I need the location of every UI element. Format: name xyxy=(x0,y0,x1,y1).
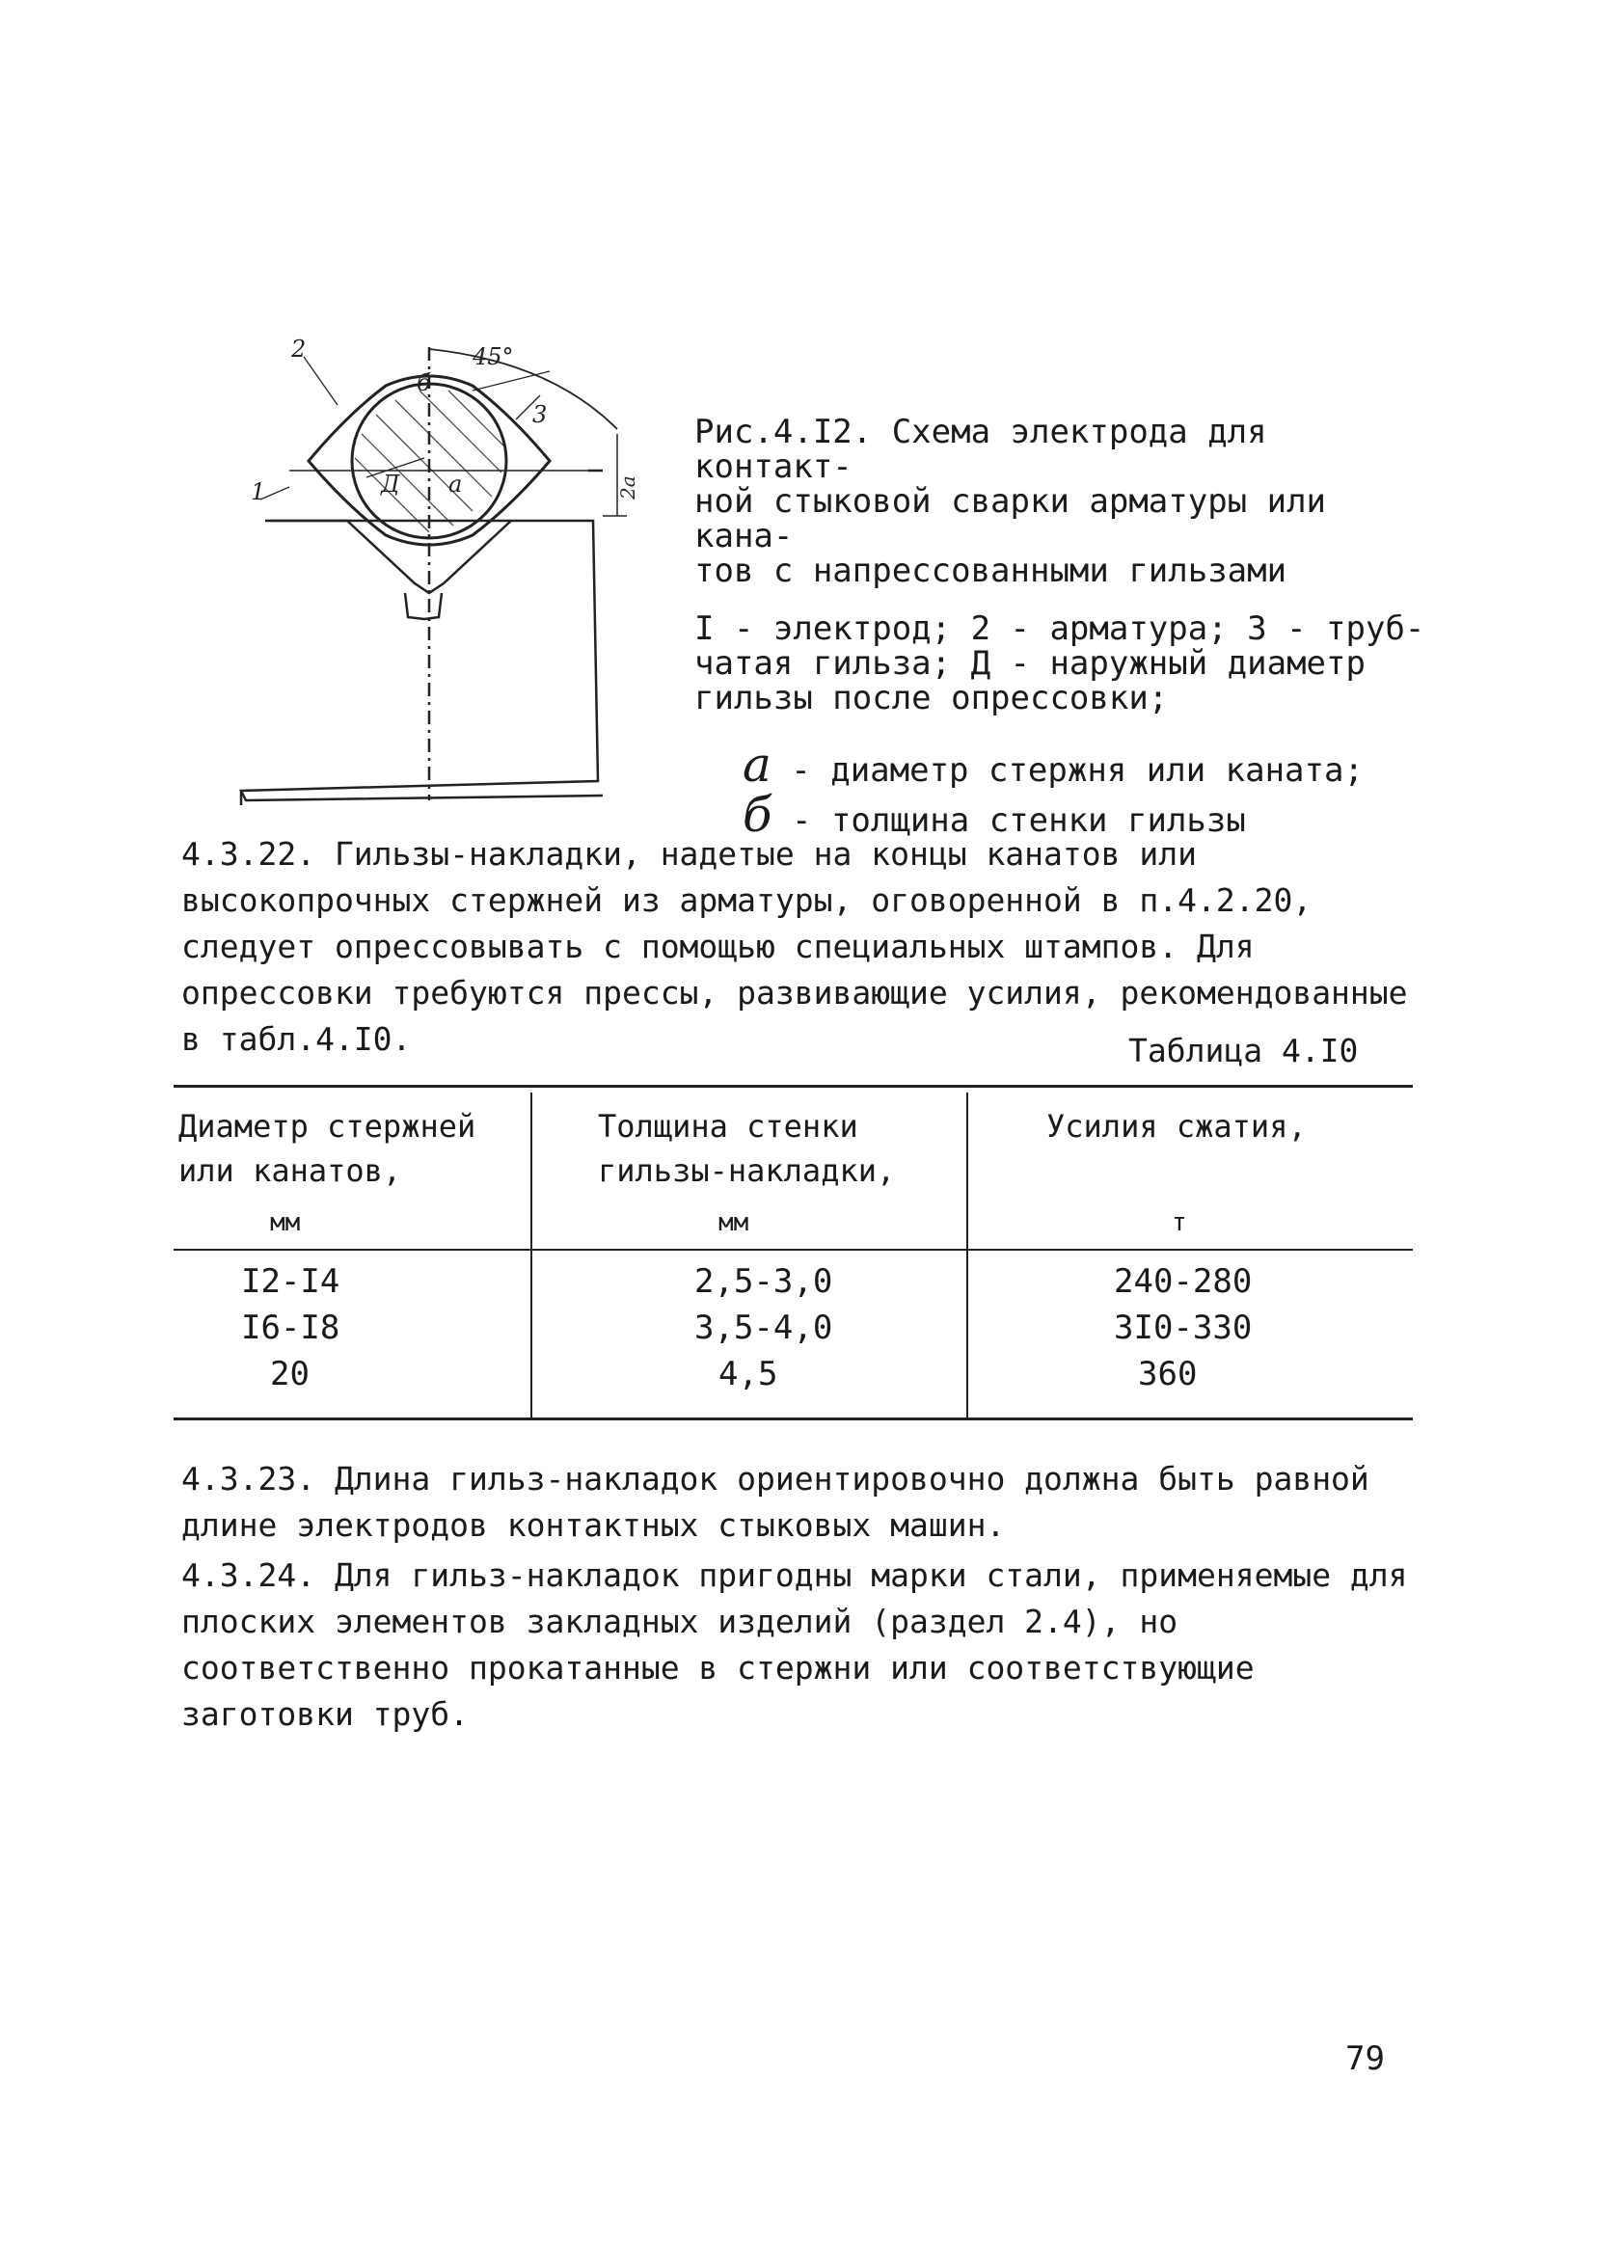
table-column-divider xyxy=(530,1093,532,1420)
caption-line: I - электрод; 2 - арматура; 3 - труб- xyxy=(694,609,1425,648)
table-cell: I6-I8 xyxy=(241,1309,340,1347)
caption-legend xyxy=(694,737,1427,843)
table-cell: 20 xyxy=(270,1355,310,1393)
header-unit: мм xyxy=(718,1208,749,1237)
table-column-divider xyxy=(966,1093,968,1420)
label-a: а xyxy=(448,471,463,498)
caption-line: ной стыковой сварки арматуры или кана- xyxy=(694,482,1327,555)
caption-line: Рис.4.I2. Схема электрода для контакт- xyxy=(694,413,1267,486)
header-text: или канатов, xyxy=(178,1152,402,1189)
label-angle: 45° xyxy=(473,343,514,370)
table-cell: I2-I4 xyxy=(241,1262,340,1301)
table-cell: 360 xyxy=(1138,1355,1198,1393)
legend-text: - толщина стенки гильзы xyxy=(792,801,1246,840)
caption-line: чатая гильза; Д - наружный диаметр xyxy=(694,644,1366,683)
legend-symbol: а xyxy=(743,737,771,793)
header-unit: мм xyxy=(270,1208,301,1237)
figure-caption xyxy=(694,415,1427,843)
table-bottom-rule xyxy=(174,1418,1413,1420)
page-number: 79 xyxy=(1345,2039,1385,2078)
legend-item xyxy=(743,737,1427,793)
table-cell: 3I0-330 xyxy=(1114,1309,1253,1347)
legend-symbol: б xyxy=(743,787,772,843)
table-cell: 3,5-4,0 xyxy=(694,1309,833,1347)
header-text: Толщина стенки xyxy=(598,1108,858,1145)
label-D: Д xyxy=(381,471,400,498)
label-b: б xyxy=(417,369,431,396)
label-1: 1 xyxy=(251,478,266,505)
label-2a: 2а xyxy=(616,475,639,500)
table-header-cell xyxy=(1046,1104,1413,1148)
paragraph-4-3-24: 4.3.24. Для гильз-накладок пригодны марки стали, применяемые для плоских элементов закладных изделий (раздел 2.4), но соответственно прокатанные в стержни или соответствующие заготовки труб. xyxy=(181,1556,1408,1733)
figure-electrode-diagram xyxy=(231,336,639,810)
header-text: Диаметр стержней xyxy=(178,1108,476,1145)
electrode-diagram-svg xyxy=(231,336,639,810)
table-header-cell xyxy=(178,1104,526,1193)
legend-text: - диаметр стержня или каната; xyxy=(791,751,1364,790)
paragraph-4-3-23: 4.3.23. Длина гильз-накладок ориентировочно должна быть равной длине электродов контактных стыковых машин. xyxy=(181,1460,1369,1544)
header-unit: т xyxy=(1172,1208,1187,1237)
table-cell: 4,5 xyxy=(718,1355,778,1393)
caption-line: тов с напрессованными гильзами xyxy=(694,552,1287,590)
table-cell: 240-280 xyxy=(1114,1262,1253,1301)
header-text: гильзы-накладки, xyxy=(598,1152,896,1189)
table-header-cell xyxy=(598,1104,964,1193)
table-caption: Таблица 4.I0 xyxy=(1128,1032,1359,1069)
paragraph-4-3-22: 4.3.22. Гильзы-накладки, надетые на концы канатов или высокопрочных стержней из арматуры, оговоренной в п.4.2.20, следует опрессовывать с помощью специальных штампов. Для опрессовки требуются прессы, развивающие усилия, рекомендованные в табл.4.I0. xyxy=(181,835,1408,1058)
label-2: 2 xyxy=(291,336,307,363)
table-cell: 2,5-3,0 xyxy=(694,1262,833,1301)
table-top-rule xyxy=(174,1085,1413,1088)
label-3: 3 xyxy=(532,401,548,428)
header-text: Усилия сжатия, xyxy=(1046,1108,1307,1145)
table-header-rule xyxy=(174,1249,1413,1251)
caption-line: гильзы после опрессовки; xyxy=(694,679,1169,717)
